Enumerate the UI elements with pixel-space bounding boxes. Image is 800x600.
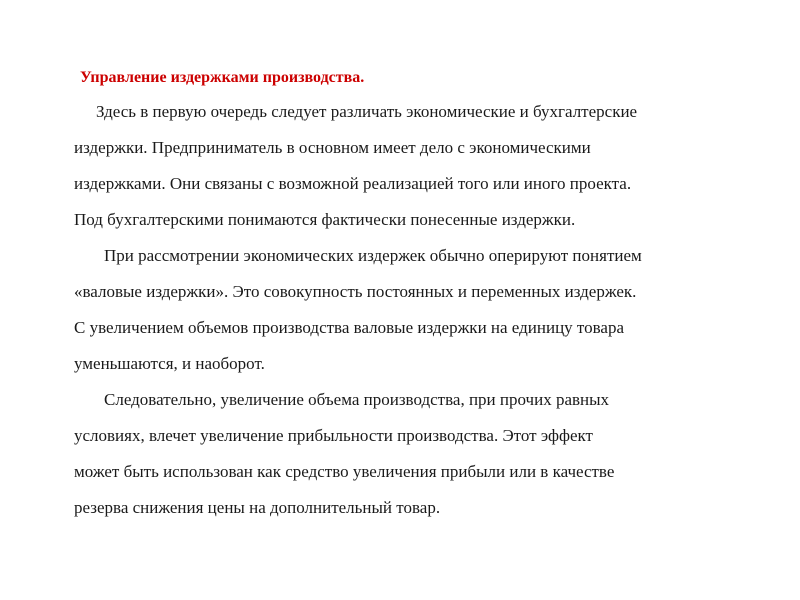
paragraph-line: С увеличением объемов производства валовые издержки на единицу товара [74,318,625,337]
paragraph-line: может быть использован как средство увеличения прибыли или в качестве [74,462,615,481]
paragraph-1 [74,94,754,238]
slide-content [74,62,754,526]
paragraph-line: уменьшаются, и наоборот. [74,354,265,373]
paragraph-line: Следовательно, увеличение объема производства, при прочих равных [104,390,610,409]
paragraph-line: издержками. Они связаны с возможной реализацией того или иного проекта. [74,174,632,193]
paragraph-line: «валовые издержки». Это совокупность постоянных и переменных издержек. [74,282,637,301]
paragraph-line: условиях, влечет увеличение прибыльности производства. Этот эффект [74,426,593,445]
paragraph-line: Под бухгалтерскими понимаются фактически понесенные издержки. [74,210,576,229]
paragraph-3 [74,382,754,526]
paragraph-line: резерва снижения цены на дополнительный товар. [74,498,441,517]
paragraph-2 [74,238,754,382]
paragraph-line: издержки. Предприниматель в основном имеет дело с экономическими [74,138,591,157]
paragraph-line: Здесь в первую очередь следует различать экономические и бухгалтерские [96,102,638,121]
slide-title: Управление издержками производства. [80,69,365,86]
paragraph-line: При рассмотрении экономических издержек обычно оперируют понятием [104,246,642,265]
